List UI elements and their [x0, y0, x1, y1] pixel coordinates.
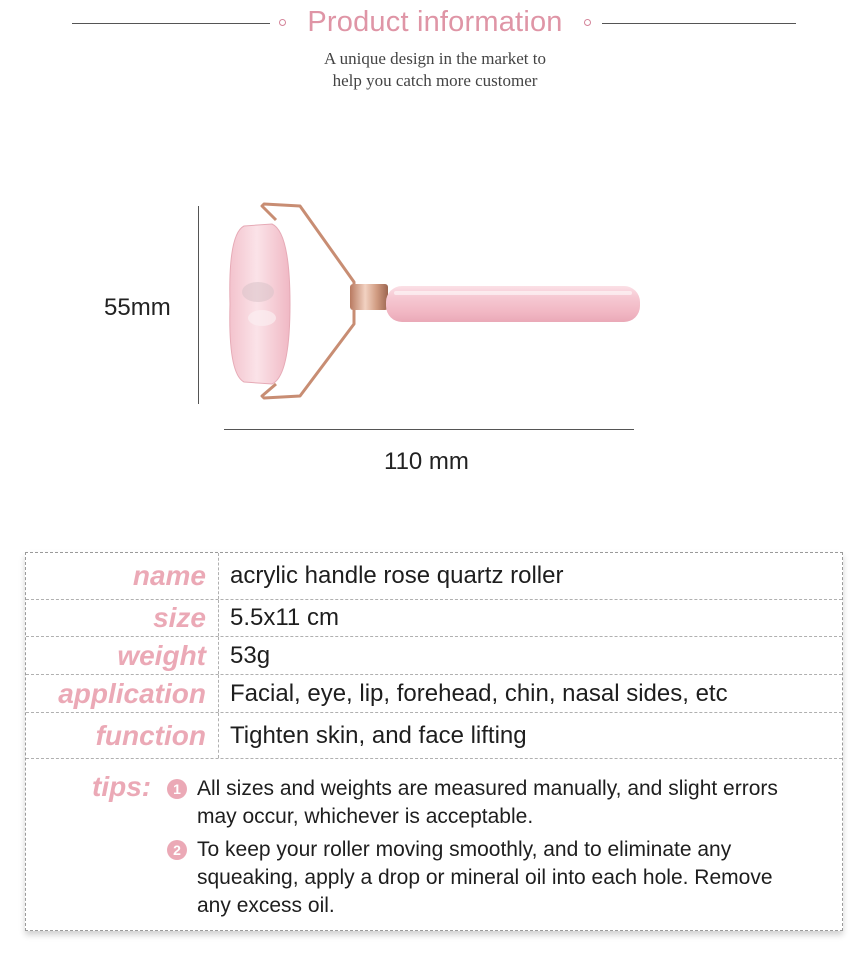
- page-title: Product information: [307, 6, 563, 38]
- tip-item-2: [167, 836, 807, 920]
- header-dot-left: [279, 19, 286, 26]
- tips-label: tips:: [92, 771, 152, 802]
- column-divider: [218, 553, 219, 599]
- spec-label: weight: [117, 639, 206, 671]
- spec-value: acrylic handle rose quartz roller: [230, 562, 564, 589]
- column-divider: [218, 600, 219, 636]
- tip-text: All sizes and weights are measured manually, and slight errors may occur, whichever is acceptable.: [197, 777, 778, 828]
- spec-label: application: [58, 677, 206, 709]
- height-dimension-line: [198, 206, 199, 404]
- spec-label: size: [153, 602, 206, 633]
- column-divider: [218, 675, 219, 712]
- spec-value: 5.5x11 cm: [230, 604, 339, 631]
- spec-value: 53g: [230, 641, 271, 669]
- subtitle-line-1: A unique design in the market to: [324, 49, 546, 68]
- column-divider: [218, 637, 219, 674]
- tip-text: To keep your roller moving smoothly, and to eliminate any squeaking, apply a drop or mineral oil into each hole. Remove any excess oil.: [197, 838, 773, 917]
- spec-row-application: [26, 675, 842, 713]
- spec-row-name: [26, 553, 842, 600]
- spec-row-function: [26, 713, 842, 759]
- spec-table: [25, 552, 843, 931]
- height-dimension-label: 55mm: [104, 294, 171, 321]
- subtitle-line-2: help you catch more customer: [332, 71, 538, 90]
- page-subtitle: [250, 48, 620, 92]
- spec-label: name: [132, 560, 206, 591]
- header-dot-right: [584, 19, 591, 26]
- rose-quartz-roller-image: [218, 198, 648, 410]
- header-rule-left: [72, 23, 270, 24]
- spec-row-weight: [26, 637, 842, 675]
- spec-row-size: [26, 600, 842, 637]
- tip-item-1: [167, 775, 807, 831]
- width-dimension-line: [224, 429, 634, 430]
- spec-value: Tighten skin, and face lifting: [230, 721, 527, 749]
- tip-number-badge: 1: [167, 779, 187, 799]
- spec-label: function: [95, 719, 206, 751]
- spec-value: Facial, eye, lip, forehead, chin, nasal sides, etc: [230, 679, 728, 707]
- width-dimension-label: 110 mm: [384, 448, 469, 475]
- header-rule-right: [602, 23, 796, 24]
- column-divider: [218, 713, 219, 758]
- tip-number-badge: 2: [167, 840, 187, 860]
